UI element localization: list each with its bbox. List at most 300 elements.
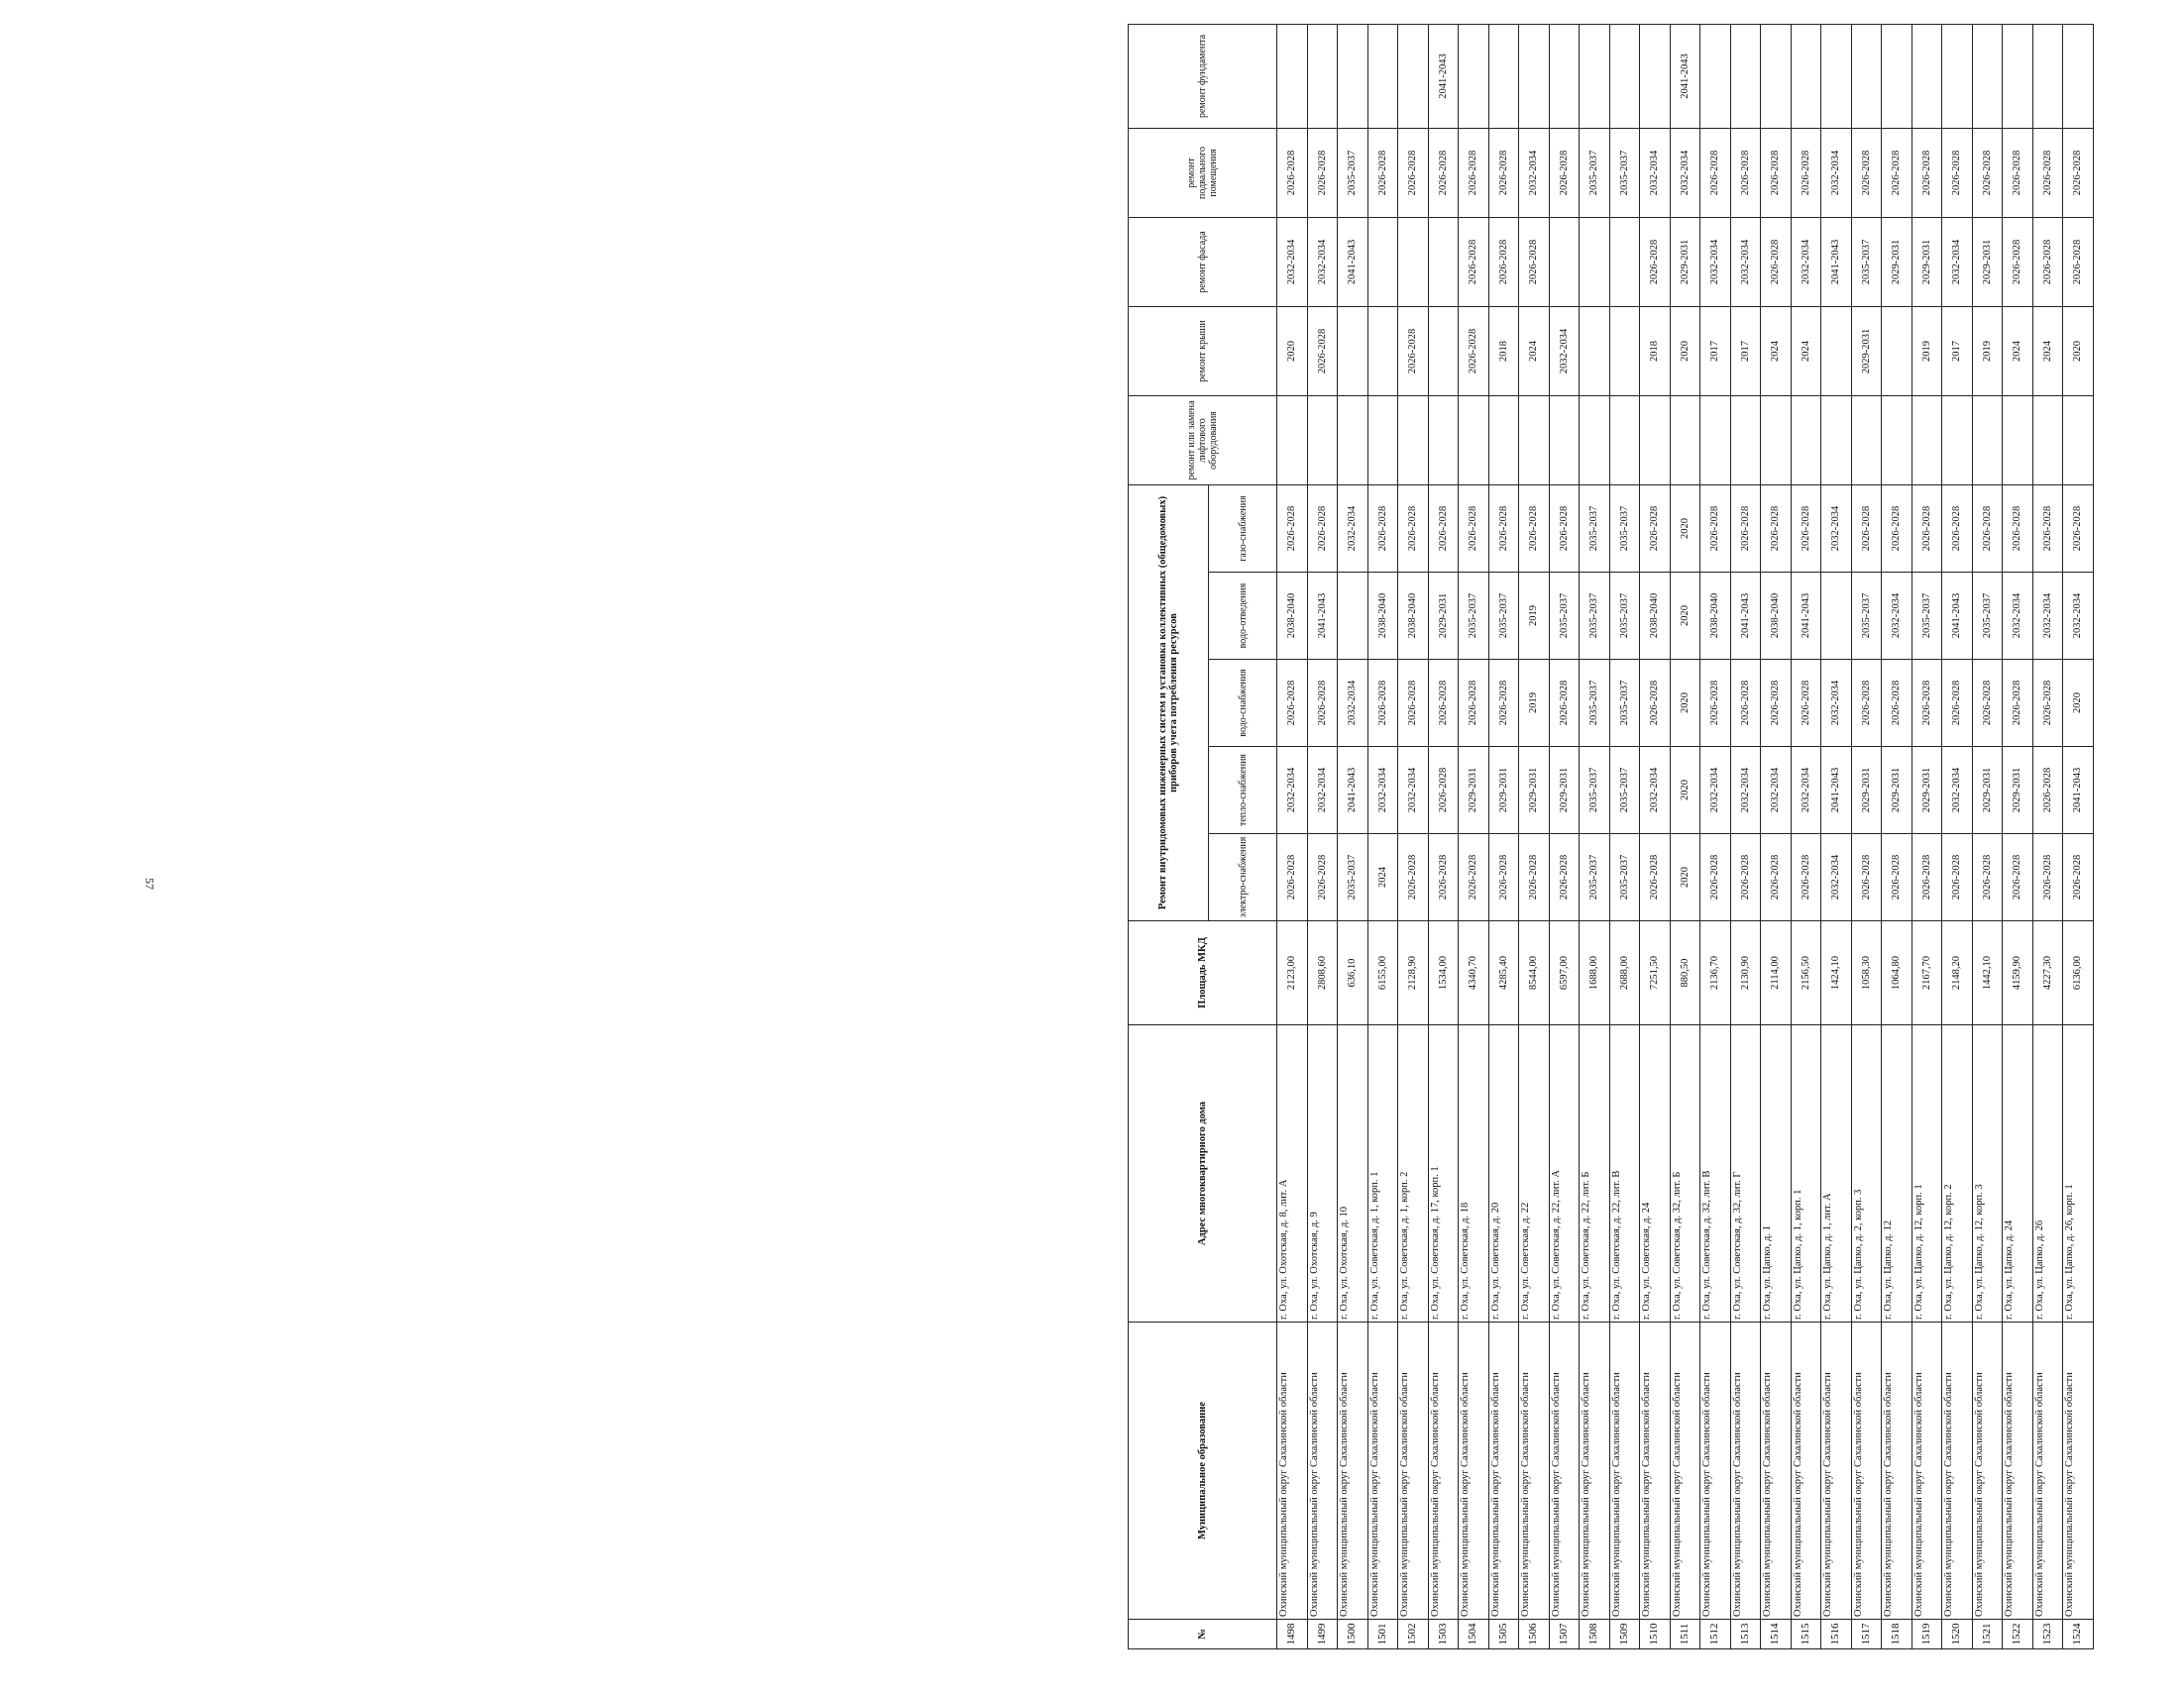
cell-elevator — [1791, 395, 1821, 484]
cell-heat: 2029-2031 — [1882, 747, 1912, 834]
cell-elevator — [1640, 395, 1671, 484]
cell-water: 2026-2028 — [1730, 660, 1761, 747]
cell-foundation — [1942, 24, 1973, 128]
cell-roof: 2024 — [1791, 306, 1821, 395]
cell-water: 2026-2028 — [1428, 660, 1459, 747]
cell-gas: 2026-2028 — [1972, 484, 2003, 572]
cell-address: г. Оха, ул. Советская, д. 32, лит. Б — [1670, 1025, 1700, 1323]
cell-heat: 2041-2043 — [1338, 747, 1368, 834]
table-row — [1821, 24, 1852, 1648]
cell-drain — [1338, 573, 1368, 660]
cell-basement: 2026-2028 — [2003, 128, 2033, 217]
cell-electric: 2026-2028 — [1428, 834, 1459, 921]
cell-heat: 2029-2031 — [1519, 747, 1550, 834]
cell-foundation — [2063, 24, 2094, 128]
cell-electric: 2026-2028 — [2003, 834, 2033, 921]
cell-num: 1517 — [1851, 1620, 1882, 1649]
cell-address: г. Оха, ул. Цапко, д. 1, лит. А — [1821, 1025, 1852, 1323]
cell-drain: 2035-2037 — [1851, 573, 1882, 660]
table-row — [2032, 24, 2063, 1648]
cell-heat: 2029-2031 — [2003, 747, 2033, 834]
cell-roof: 2019 — [1911, 306, 1942, 395]
cell-basement: 2026-2028 — [1972, 128, 2003, 217]
cell-gas: 2026-2028 — [2003, 484, 2033, 572]
cell-address: г. Оха, ул. Цапко, д. 26, корп. 1 — [2063, 1025, 2094, 1323]
cell-num: 1510 — [1640, 1620, 1671, 1649]
cell-num: 1508 — [1580, 1620, 1610, 1649]
cell-gas: 2032-2034 — [1821, 484, 1852, 572]
cell-heat: 2032-2034 — [1277, 747, 1308, 834]
cell-num: 1523 — [2032, 1620, 2063, 1649]
cell-drain: 2035-2037 — [1459, 573, 1489, 660]
table-row — [1519, 24, 1550, 1648]
table-row — [1580, 24, 1610, 1648]
cell-gas: 2026-2028 — [1519, 484, 1550, 572]
table-row — [1670, 24, 1700, 1648]
cell-area: 4227,30 — [2032, 921, 2063, 1025]
cell-water: 2019 — [1519, 660, 1550, 747]
cell-gas: 2026-2028 — [1730, 484, 1761, 572]
cell-elevator — [1398, 395, 1429, 484]
cell-elevator — [2063, 395, 2094, 484]
cell-municipality: Охинский муниципальный округ Сахалинской области — [1519, 1323, 1550, 1620]
table-row — [1791, 24, 1821, 1648]
cell-water: 2032-2034 — [1821, 660, 1852, 747]
cell-municipality: Охинский муниципальный округ Сахалинской области — [1307, 1323, 1338, 1620]
cell-gas: 2035-2037 — [1580, 484, 1610, 572]
cell-municipality: Охинский муниципальный округ Сахалинской области — [1338, 1323, 1368, 1620]
cell-drain — [1821, 573, 1852, 660]
cell-foundation — [1821, 24, 1852, 128]
cell-drain: 2035-2037 — [1972, 573, 2003, 660]
cell-num: 1503 — [1428, 1620, 1459, 1649]
header-heat: тепло-снабжения — [1209, 747, 1277, 834]
cell-heat: 2029-2031 — [1972, 747, 2003, 834]
cell-facade: 2032-2034 — [1700, 217, 1731, 306]
header-num: № — [1129, 1620, 1277, 1649]
cell-num: 1519 — [1911, 1620, 1942, 1649]
table-row — [1730, 24, 1761, 1648]
cell-electric: 2026-2028 — [2032, 834, 2063, 921]
cell-area: 2808,60 — [1307, 921, 1338, 1025]
cell-foundation — [1488, 24, 1519, 128]
table-row — [2063, 24, 2094, 1648]
cell-electric: 2026-2028 — [1459, 834, 1489, 921]
table-row — [1488, 24, 1519, 1648]
table-row — [1882, 24, 1912, 1648]
cell-drain: 2035-2037 — [1549, 573, 1580, 660]
cell-electric: 2026-2028 — [1307, 834, 1338, 921]
header-water: водо-снабжения — [1209, 660, 1277, 747]
cell-basement: 2026-2028 — [1730, 128, 1761, 217]
cell-heat: 2041-2043 — [2063, 747, 2094, 834]
cell-municipality: Охинский муниципальный округ Сахалинской области — [1367, 1323, 1398, 1620]
cell-facade — [1398, 217, 1429, 306]
cell-heat: 2035-2037 — [1609, 747, 1640, 834]
cell-gas: 2026-2028 — [1942, 484, 1973, 572]
cell-foundation — [1549, 24, 1580, 128]
cell-address: г. Оха, ул. Охотская, д. 8, лит. А — [1277, 1025, 1308, 1323]
cell-water: 2026-2028 — [1942, 660, 1973, 747]
header-foundation: ремонт фундамента — [1129, 24, 1277, 128]
cell-area: 2136,70 — [1700, 921, 1731, 1025]
cell-electric: 2026-2028 — [1791, 834, 1821, 921]
cell-municipality: Охинский муниципальный округ Сахалинской области — [1459, 1323, 1489, 1620]
cell-heat: 2026-2028 — [1428, 747, 1459, 834]
cell-municipality: Охинский муниципальный округ Сахалинской области — [1821, 1323, 1852, 1620]
cell-foundation — [1459, 24, 1489, 128]
cell-drain: 2041-2043 — [1307, 573, 1338, 660]
cell-electric: 2026-2028 — [1851, 834, 1882, 921]
table-row — [1972, 24, 2003, 1648]
cell-electric: 2026-2028 — [1911, 834, 1942, 921]
header-area: Площадь МКД — [1129, 921, 1277, 1025]
cell-elevator — [1580, 395, 1610, 484]
cell-roof: 2017 — [1730, 306, 1761, 395]
cell-foundation — [1519, 24, 1550, 128]
table-row — [1338, 24, 1368, 1648]
cell-water: 2026-2028 — [1700, 660, 1731, 747]
cell-num: 1507 — [1549, 1620, 1580, 1649]
cell-address: г. Оха, ул. Охотская, д. 9 — [1307, 1025, 1338, 1323]
table-row — [1700, 24, 1731, 1648]
cell-gas: 2026-2028 — [2032, 484, 2063, 572]
cell-num: 1522 — [2003, 1620, 2033, 1649]
cell-gas: 2026-2028 — [1277, 484, 1308, 572]
cell-foundation — [1730, 24, 1761, 128]
cell-area: 636,10 — [1338, 921, 1368, 1025]
cell-drain: 2041-2043 — [1942, 573, 1973, 660]
cell-water: 2035-2037 — [1609, 660, 1640, 747]
cell-foundation — [1640, 24, 1671, 128]
cell-gas: 2026-2028 — [1398, 484, 1429, 572]
cell-elevator — [1338, 395, 1368, 484]
cell-heat: 2029-2031 — [1488, 747, 1519, 834]
cell-elevator — [1700, 395, 1731, 484]
cell-facade: 2029-2031 — [1670, 217, 1700, 306]
cell-address: г. Оха, ул. Цапко, д. 12, корп. 2 — [1942, 1025, 1973, 1323]
cell-elevator — [1670, 395, 1700, 484]
cell-drain: 2038-2040 — [1700, 573, 1731, 660]
cell-roof: 2024 — [2003, 306, 2033, 395]
cell-address: г. Оха, ул. Советская, д. 32, лит. Г — [1730, 1025, 1761, 1323]
cell-elevator — [1972, 395, 2003, 484]
cell-facade: 2041-2043 — [1821, 217, 1852, 306]
header-roof: ремонт крыши — [1129, 306, 1277, 395]
cell-water: 2026-2028 — [1882, 660, 1912, 747]
cell-area: 1534,00 — [1428, 921, 1459, 1025]
cell-gas: 2035-2037 — [1609, 484, 1640, 572]
cell-heat: 2020 — [1670, 747, 1700, 834]
cell-num: 1502 — [1398, 1620, 1429, 1649]
cell-facade: 2041-2043 — [1338, 217, 1368, 306]
cell-gas: 2026-2028 — [1459, 484, 1489, 572]
cell-elevator — [1882, 395, 1912, 484]
cell-roof: 2026-2028 — [1307, 306, 1338, 395]
cell-drain: 2032-2034 — [2063, 573, 2094, 660]
cell-facade — [1428, 217, 1459, 306]
cell-drain: 2038-2040 — [1640, 573, 1671, 660]
cell-elevator — [1942, 395, 1973, 484]
cell-municipality: Охинский муниципальный округ Сахалинской области — [1277, 1323, 1308, 1620]
cell-basement: 2026-2028 — [1882, 128, 1912, 217]
cell-foundation: 2041-2043 — [1428, 24, 1459, 128]
cell-drain: 2035-2037 — [1609, 573, 1640, 660]
cell-electric: 2026-2028 — [1549, 834, 1580, 921]
cell-facade: 2032-2034 — [1277, 217, 1308, 306]
cell-drain: 2038-2040 — [1277, 573, 1308, 660]
cell-foundation — [1338, 24, 1368, 128]
cell-water: 2020 — [1670, 660, 1700, 747]
cell-num: 1500 — [1338, 1620, 1368, 1649]
cell-address: г. Оха, ул. Советская, д. 24 — [1640, 1025, 1671, 1323]
cell-heat: 2032-2034 — [1761, 747, 1792, 834]
cell-roof — [1609, 306, 1640, 395]
cell-area: 2128,90 — [1398, 921, 1429, 1025]
cell-municipality: Охинский муниципальный округ Сахалинской области — [1488, 1323, 1519, 1620]
cell-water: 2026-2028 — [1488, 660, 1519, 747]
cell-heat: 2029-2031 — [1851, 747, 1882, 834]
cell-facade: 2026-2028 — [1761, 217, 1792, 306]
cell-heat: 2032-2034 — [1367, 747, 1398, 834]
table-row — [1428, 24, 1459, 1648]
cell-municipality: Охинский муниципальный округ Сахалинской области — [1670, 1323, 1700, 1620]
cell-basement: 2026-2028 — [1791, 128, 1821, 217]
cell-water: 2026-2028 — [1791, 660, 1821, 747]
cell-roof — [1428, 306, 1459, 395]
cell-municipality: Охинский муниципальный округ Сахалинской области — [2063, 1323, 2094, 1620]
cell-num: 1512 — [1700, 1620, 1731, 1649]
cell-gas: 2020 — [1670, 484, 1700, 572]
cell-gas: 2026-2028 — [1549, 484, 1580, 572]
cell-electric: 2026-2028 — [1640, 834, 1671, 921]
cell-basement: 2026-2028 — [2032, 128, 2063, 217]
cell-municipality: Охинский муниципальный округ Сахалинской области — [1972, 1323, 2003, 1620]
cell-basement: 2026-2028 — [1761, 128, 1792, 217]
cell-gas: 2026-2028 — [1791, 484, 1821, 572]
cell-area: 2167,70 — [1911, 921, 1942, 1025]
cell-municipality: Охинский муниципальный округ Сахалинской области — [1851, 1323, 1882, 1620]
cell-roof: 2020 — [1277, 306, 1308, 395]
cell-num: 1504 — [1459, 1620, 1489, 1649]
cell-elevator — [1488, 395, 1519, 484]
cell-water: 2026-2028 — [1549, 660, 1580, 747]
header-basement: ремонт подвального помещения — [1129, 128, 1277, 217]
cell-roof: 2020 — [2063, 306, 2094, 395]
cell-heat: 2032-2034 — [1640, 747, 1671, 834]
cell-address: г. Оха, ул. Цапко, д. 2, корп. 3 — [1851, 1025, 1882, 1323]
cell-num: 1499 — [1307, 1620, 1338, 1649]
cell-gas: 2026-2028 — [1367, 484, 1398, 572]
cell-gas: 2026-2028 — [1488, 484, 1519, 572]
cell-basement: 2026-2028 — [1367, 128, 1398, 217]
cell-facade: 2026-2028 — [1459, 217, 1489, 306]
table-row — [1549, 24, 1580, 1648]
cell-elevator — [2003, 395, 2033, 484]
cell-basement: 2026-2028 — [1277, 128, 1308, 217]
table-row — [1277, 24, 1308, 1648]
cell-facade: 2026-2028 — [1488, 217, 1519, 306]
cell-heat: 2032-2034 — [1791, 747, 1821, 834]
table-row — [1851, 24, 1882, 1648]
table-row — [1398, 24, 1429, 1648]
cell-elevator — [1459, 395, 1489, 484]
cell-roof — [1580, 306, 1610, 395]
cell-elevator — [2032, 395, 2063, 484]
cell-municipality: Охинский муниципальный округ Сахалинской области — [1700, 1323, 1731, 1620]
cell-roof: 2018 — [1488, 306, 1519, 395]
cell-electric: 2035-2037 — [1338, 834, 1368, 921]
cell-area: 1424,10 — [1821, 921, 1852, 1025]
cell-heat: 2035-2037 — [1580, 747, 1610, 834]
cell-elevator — [1428, 395, 1459, 484]
cell-electric: 2026-2028 — [1488, 834, 1519, 921]
table-row — [1761, 24, 1792, 1648]
cell-basement: 2035-2037 — [1580, 128, 1610, 217]
cell-municipality: Охинский муниципальный округ Сахалинской области — [1640, 1323, 1671, 1620]
cell-elevator — [1549, 395, 1580, 484]
cell-area: 7251,50 — [1640, 921, 1671, 1025]
cell-gas: 2026-2028 — [1882, 484, 1912, 572]
cell-foundation — [1609, 24, 1640, 128]
cell-electric: 2026-2028 — [1972, 834, 2003, 921]
table-row — [1307, 24, 1338, 1648]
cell-area: 2130,90 — [1730, 921, 1761, 1025]
cell-heat: 2029-2031 — [1549, 747, 1580, 834]
cell-electric: 2026-2028 — [1882, 834, 1912, 921]
cell-municipality: Охинский муниципальный округ Сахалинской области — [1549, 1323, 1580, 1620]
cell-address: г. Оха, ул. Советская, д. 22, лит. Б — [1580, 1025, 1610, 1323]
cell-facade: 2032-2034 — [1791, 217, 1821, 306]
cell-drain: 2038-2040 — [1398, 573, 1429, 660]
cell-roof: 2024 — [1761, 306, 1792, 395]
cell-electric: 2026-2028 — [1277, 834, 1308, 921]
cell-foundation — [1761, 24, 1792, 128]
header-facade: ремонт фасада — [1129, 217, 1277, 306]
cell-facade: 2032-2034 — [1730, 217, 1761, 306]
cell-basement: 2026-2028 — [1942, 128, 1973, 217]
cell-municipality: Охинский муниципальный округ Сахалинской области — [2032, 1323, 2063, 1620]
cell-area: 4285,40 — [1488, 921, 1519, 1025]
cell-electric: 2026-2028 — [1398, 834, 1429, 921]
cell-area: 6155,00 — [1367, 921, 1398, 1025]
cell-heat: 2041-2043 — [1821, 747, 1852, 834]
cell-roof: 2024 — [2032, 306, 2063, 395]
cell-num: 1513 — [1730, 1620, 1761, 1649]
cell-heat: 2029-2031 — [1911, 747, 1942, 834]
cell-drain: 2038-2040 — [1761, 573, 1792, 660]
cell-facade: 2029-2031 — [1911, 217, 1942, 306]
cell-facade — [1367, 217, 1398, 306]
cell-heat: 2032-2034 — [1942, 747, 1973, 834]
cell-electric: 2026-2028 — [1730, 834, 1761, 921]
cell-address: г. Оха, ул. Советская, д. 20 — [1488, 1025, 1519, 1323]
cell-facade: 2026-2028 — [2032, 217, 2063, 306]
cell-area: 6597,00 — [1549, 921, 1580, 1025]
cell-area: 1064,80 — [1882, 921, 1912, 1025]
cell-electric: 2032-2034 — [1821, 834, 1852, 921]
table-row — [1942, 24, 1973, 1648]
cell-num: 1521 — [1972, 1620, 2003, 1649]
cell-gas: 2026-2028 — [2063, 484, 2094, 572]
cell-municipality: Охинский муниципальный округ Сахалинской области — [1398, 1323, 1429, 1620]
cell-foundation — [1911, 24, 1942, 128]
header-municipality: Муниципальное образование — [1129, 1323, 1277, 1620]
cell-num: 1501 — [1367, 1620, 1398, 1649]
cell-basement: 2026-2028 — [2063, 128, 2094, 217]
cell-water: 2026-2028 — [1459, 660, 1489, 747]
cell-water: 2026-2028 — [2032, 660, 2063, 747]
cell-water: 2026-2028 — [1307, 660, 1338, 747]
table-row — [1911, 24, 1942, 1648]
cell-num: 1511 — [1670, 1620, 1700, 1649]
cell-foundation — [1882, 24, 1912, 128]
cell-roof — [1882, 306, 1912, 395]
page-number: 57 — [143, 878, 157, 890]
cell-elevator — [1911, 395, 1942, 484]
cell-roof: 2019 — [1972, 306, 2003, 395]
cell-foundation — [2032, 24, 2063, 128]
cell-gas: 2026-2028 — [1307, 484, 1338, 572]
cell-water: 2026-2028 — [1367, 660, 1398, 747]
cell-municipality: Охинский муниципальный округ Сахалинской области — [1882, 1323, 1912, 1620]
cell-foundation — [1851, 24, 1882, 128]
cell-heat: 2032-2034 — [1307, 747, 1338, 834]
cell-area: 2688,00 — [1609, 921, 1640, 1025]
cell-elevator — [1367, 395, 1398, 484]
cell-facade — [1609, 217, 1640, 306]
cell-num: 1505 — [1488, 1620, 1519, 1649]
cell-roof: 2017 — [1700, 306, 1731, 395]
cell-area: 6136,00 — [2063, 921, 2094, 1025]
cell-basement: 2032-2034 — [1670, 128, 1700, 217]
cell-address: г. Оха, ул. Советская, д. 22, лит. В — [1609, 1025, 1640, 1323]
cell-gas: 2032-2034 — [1338, 484, 1368, 572]
header-systems-group: Ремонт внутридомовых инженерных систем и установка коллективных (общедомовых) приборов учета потребления ресурсов — [1129, 484, 1209, 920]
cell-address: г. Оха, ул. Советская, д. 1, корп. 2 — [1398, 1025, 1429, 1323]
cell-address: г. Оха, ул. Советская, д. 17, корп. 1 — [1428, 1025, 1459, 1323]
cell-address: г. Оха, ул. Цапко, д. 26 — [2032, 1025, 2063, 1323]
cell-water: 2032-2034 — [1338, 660, 1368, 747]
header-gas: газо-снабжения — [1209, 484, 1277, 572]
cell-water: 2026-2028 — [1911, 660, 1942, 747]
cell-drain: 2032-2034 — [2003, 573, 2033, 660]
table-row — [1640, 24, 1671, 1648]
cell-roof: 2017 — [1942, 306, 1973, 395]
cell-drain: 2035-2037 — [1488, 573, 1519, 660]
cell-address: г. Оха, ул. Советская, д. 32, лит. В — [1700, 1025, 1731, 1323]
cell-basement: 2026-2028 — [1398, 128, 1429, 217]
cell-electric: 2026-2028 — [1761, 834, 1792, 921]
cell-address: г. Оха, ул. Цапко, д. 1 — [1761, 1025, 1792, 1323]
cell-municipality: Охинский муниципальный округ Сахалинской области — [1911, 1323, 1942, 1620]
cell-area: 1688,00 — [1580, 921, 1610, 1025]
cell-area: 2156,50 — [1791, 921, 1821, 1025]
cell-num: 1524 — [2063, 1620, 2094, 1649]
cell-facade: 2026-2028 — [2003, 217, 2033, 306]
cell-electric: 2026-2028 — [1700, 834, 1731, 921]
cell-heat: 2032-2034 — [1700, 747, 1731, 834]
cell-facade — [1549, 217, 1580, 306]
cell-area: 4159,90 — [2003, 921, 2033, 1025]
cell-foundation: 2041-2043 — [1670, 24, 1700, 128]
cell-basement: 2026-2028 — [1459, 128, 1489, 217]
cell-water: 2026-2028 — [2003, 660, 2033, 747]
cell-basement: 2032-2034 — [1640, 128, 1671, 217]
cell-facade: 2026-2028 — [2063, 217, 2094, 306]
cell-roof — [1367, 306, 1398, 395]
cell-gas: 2026-2028 — [1428, 484, 1459, 572]
